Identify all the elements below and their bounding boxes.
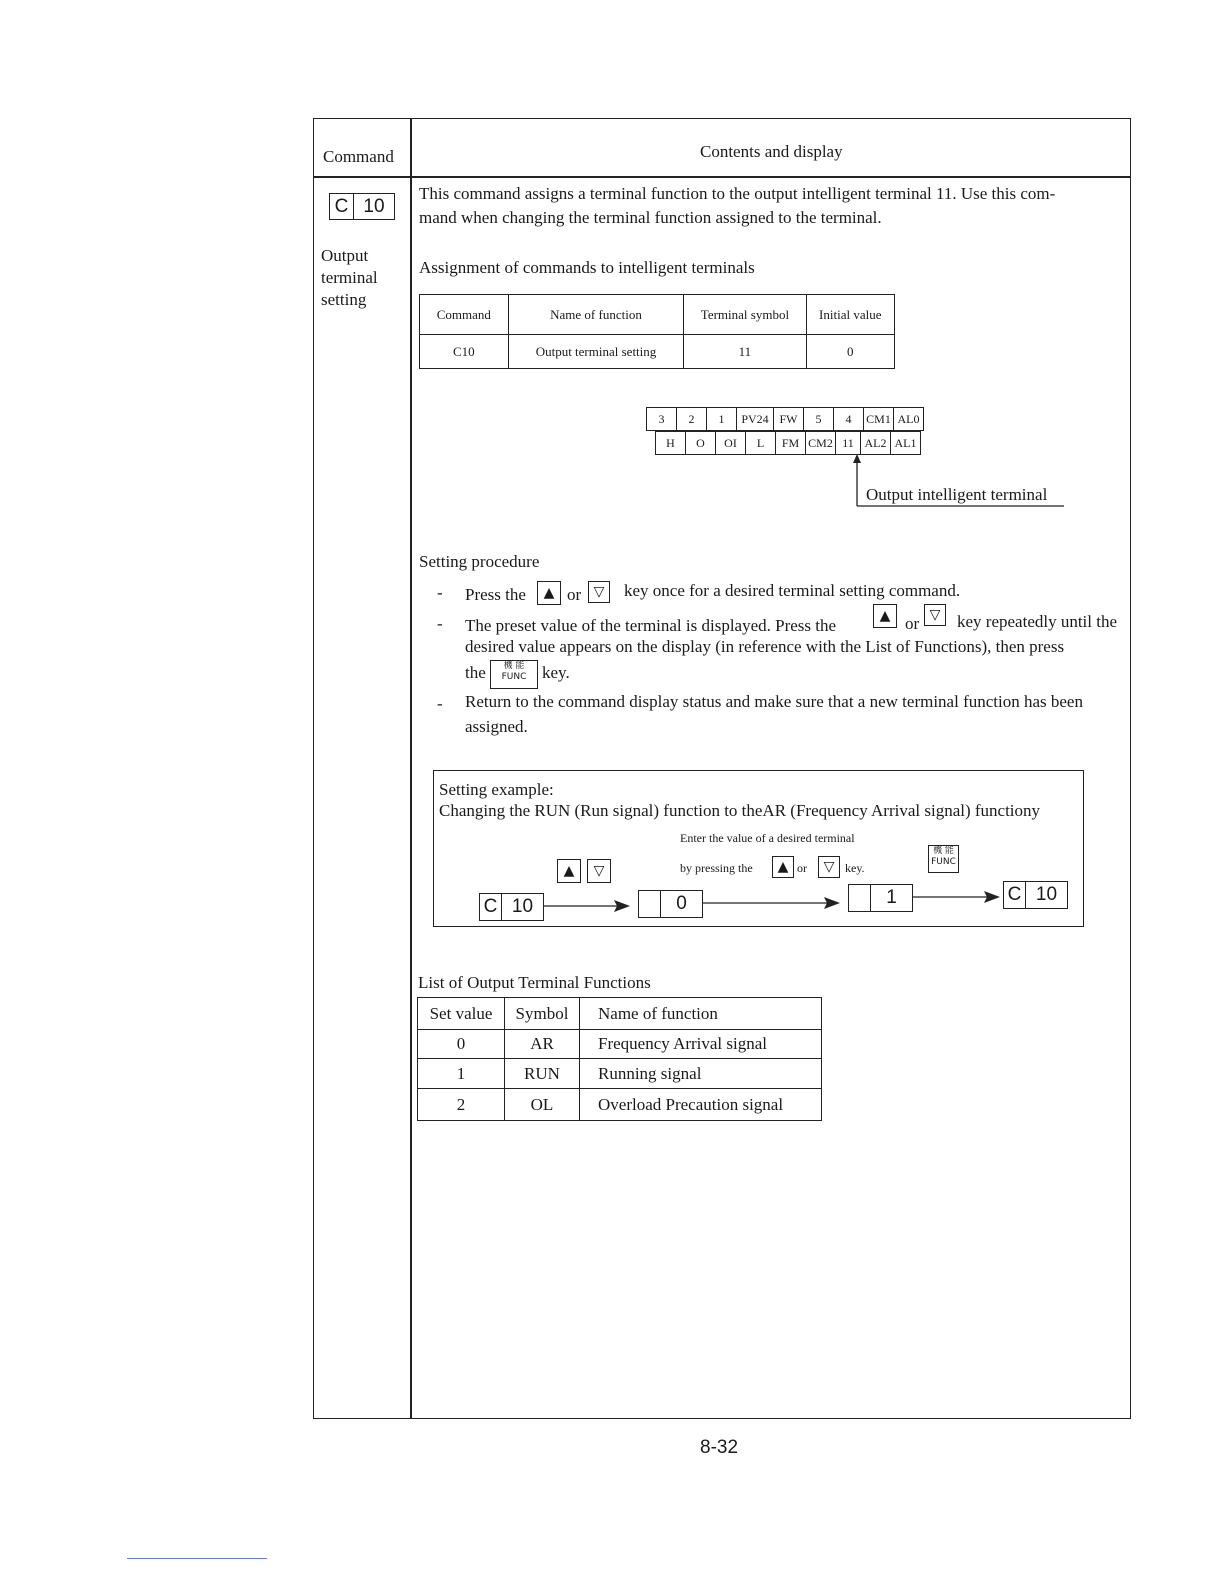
terminal: H xyxy=(656,432,686,455)
example-display-1 xyxy=(479,893,544,921)
down-key-icon: ▽ xyxy=(818,856,840,878)
assign-cell: 11 xyxy=(684,335,806,369)
bullet: - xyxy=(437,614,443,633)
list-cell: Overload Precaution signal xyxy=(580,1089,822,1121)
function-list-table xyxy=(417,997,822,1121)
list-header-cell: Name of function xyxy=(580,998,822,1030)
procedure-step-1-or: or xyxy=(567,585,582,604)
display-cell: 10 xyxy=(511,896,534,917)
terminal: 2 xyxy=(677,408,707,431)
list-header-cell: Symbol xyxy=(505,998,580,1030)
display-cell: 0 xyxy=(676,893,687,914)
description-line: This command assigns a terminal function to the output intelligent terminal 11. Use this com- xyxy=(419,184,1056,203)
left-label-line: setting xyxy=(321,290,367,309)
display-cell: C xyxy=(1004,882,1026,908)
procedure-step-1-pre: Press the xyxy=(465,585,526,604)
list-cell: Frequency Arrival signal xyxy=(580,1030,822,1059)
procedure-step-2-key: key. xyxy=(542,663,570,682)
example-note-2-pre: by pressing the xyxy=(680,861,753,875)
example-flow-arrows xyxy=(544,878,1004,912)
list-cell: Running signal xyxy=(580,1059,822,1089)
scan-artifact-line xyxy=(127,1558,267,1559)
example-note-1: Enter the value of a desired terminal xyxy=(680,831,855,845)
header-divider xyxy=(313,176,1131,178)
func-key-bottom: FUNC xyxy=(931,857,956,867)
terminal: OI xyxy=(716,432,746,455)
assign-table xyxy=(419,294,895,369)
procedure-step-2-pre: The preset value of the terminal is displayed. Press the xyxy=(465,616,837,635)
display-cell: 1 xyxy=(886,887,897,908)
command-number: 10 xyxy=(363,195,385,217)
callout-label: Output intelligent terminal xyxy=(866,485,1048,504)
func-key-icon xyxy=(928,845,959,873)
terminal: AL0 xyxy=(894,408,924,431)
up-key-icon: ▲ xyxy=(557,859,581,883)
up-key-icon: ▲ xyxy=(772,856,794,878)
table-row xyxy=(418,1030,822,1059)
terminal: O xyxy=(686,432,716,455)
terminal: FM xyxy=(776,432,806,455)
terminal: PV24 xyxy=(737,408,774,431)
assign-header-cell: Terminal symbol xyxy=(684,295,806,335)
terminal: AL1 xyxy=(891,432,921,455)
terminal: 1 xyxy=(707,408,737,431)
display-cell: C xyxy=(480,894,502,920)
left-label-line: Output xyxy=(321,246,369,265)
terminal-top-row xyxy=(646,407,924,431)
table-row xyxy=(418,1059,822,1089)
bullet: - xyxy=(437,583,443,602)
assign-title: Assignment of commands to intelligent terminals xyxy=(419,258,755,277)
header-command: Command xyxy=(323,147,394,166)
list-title: List of Output Terminal Functions xyxy=(418,973,651,992)
page-number: 8-32 xyxy=(700,1437,739,1458)
terminal: 5 xyxy=(804,408,834,431)
procedure-step-3-line1: Return to the command display status and make sure that a new terminal function has been xyxy=(465,692,1083,711)
terminal: AL2 xyxy=(861,432,891,455)
procedure-title: Setting procedure xyxy=(419,552,540,571)
left-label xyxy=(321,245,378,311)
example-note-2-post: key. xyxy=(845,861,865,875)
assign-header-cell: Initial value xyxy=(806,295,894,335)
table-row xyxy=(418,1089,822,1121)
procedure-step-2-or: or xyxy=(905,614,920,633)
terminal: CM1 xyxy=(864,408,894,431)
procedure-step-2-post: key repeatedly until the xyxy=(957,612,1118,631)
terminal: L xyxy=(746,432,776,455)
func-key-top: 機 能 xyxy=(933,846,954,856)
assign-header-row xyxy=(420,295,895,335)
terminal: FW xyxy=(774,408,804,431)
example-title: Setting example: xyxy=(439,780,554,799)
func-key-top: 機 能 xyxy=(503,661,525,671)
example-subtitle: Changing the RUN (Run signal) function to theAR (Frequency Arrival signal) functiony xyxy=(439,801,1041,820)
list-header-row xyxy=(418,998,822,1030)
down-key-icon: ▽ xyxy=(588,581,610,603)
command-display-box xyxy=(329,193,395,220)
list-cell: 1 xyxy=(418,1059,505,1089)
up-key-icon: ▲ xyxy=(873,604,897,628)
column-divider xyxy=(410,118,412,1419)
terminal-bottom-row xyxy=(655,431,921,455)
down-key-icon: ▽ xyxy=(924,604,946,626)
assign-header-cell: Command xyxy=(420,295,509,335)
example-note-2-or: or xyxy=(797,861,807,875)
procedure-step-3-line2: assigned. xyxy=(465,717,528,736)
terminal: 11 xyxy=(836,432,861,455)
list-cell: 2 xyxy=(418,1089,505,1121)
down-key-icon: ▽ xyxy=(587,859,611,883)
func-key-icon xyxy=(490,660,538,689)
assign-row xyxy=(420,335,895,369)
left-label-line: terminal xyxy=(321,268,378,287)
procedure-step-2-line2: desired value appears on the display (in reference with the List of Functions), then press xyxy=(465,637,1065,656)
assign-cell: Output terminal setting xyxy=(508,335,684,369)
assign-cell: C10 xyxy=(420,335,509,369)
func-key-bottom: FUNC xyxy=(501,672,527,682)
list-header-cell: Set value xyxy=(418,998,505,1030)
description-line: mand when changing the terminal function assigned to the terminal. xyxy=(419,208,882,227)
list-cell: 0 xyxy=(418,1030,505,1059)
terminal: 4 xyxy=(834,408,864,431)
procedure-step-1-post: key once for a desired terminal setting command. xyxy=(624,581,961,600)
bullet: - xyxy=(437,694,443,713)
assign-header-cell: Name of function xyxy=(508,295,684,335)
terminal: CM2 xyxy=(806,432,836,455)
terminal: 3 xyxy=(647,408,677,431)
list-cell: AR xyxy=(505,1030,580,1059)
procedure-step-2-the: the xyxy=(465,663,486,682)
up-key-icon: ▲ xyxy=(537,581,561,605)
assign-cell: 0 xyxy=(806,335,894,369)
command-letter: C xyxy=(330,194,354,219)
header-contents: Contents and display xyxy=(700,142,843,161)
list-cell: RUN xyxy=(505,1059,580,1089)
display-cell: 10 xyxy=(1035,884,1058,905)
list-cell: OL xyxy=(505,1089,580,1121)
example-display-4 xyxy=(1003,881,1068,909)
description xyxy=(419,182,1055,230)
